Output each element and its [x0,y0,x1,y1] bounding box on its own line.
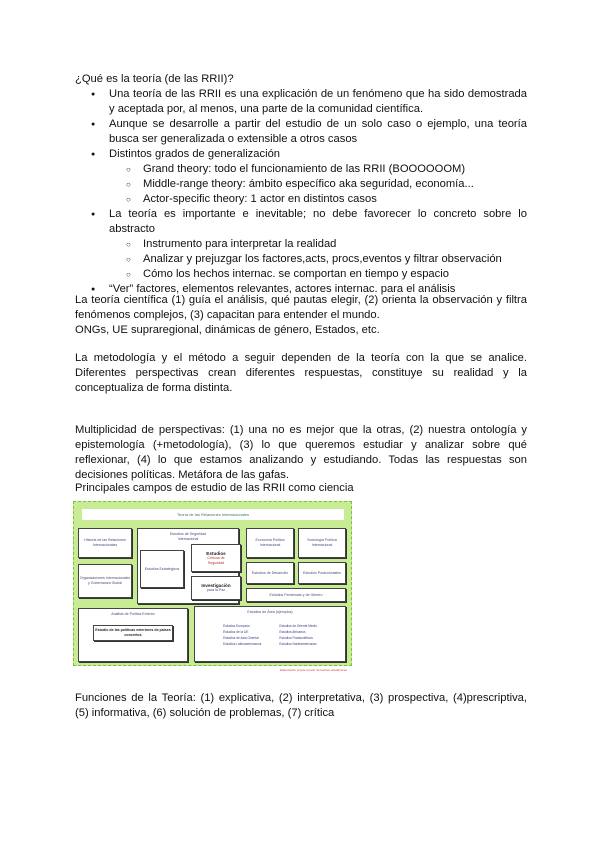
diagram-box-security: Estudios de Seguridad Internacional [137,528,239,604]
sub-bullet-list [109,237,527,282]
paragraph-methodology: La metodología y el método a seguir dependen de la teoría con la que se analice. Diferentes perspectivas crean diferentes respuestas, constituye su realidad y la conceptualiza de forma distinta. [75,352,527,394]
diagram-box-organizations: Organizaciones Internacionales y Gobernanza Global [78,564,132,598]
sub-bullet-item: ○ Grand theory: todo el funcionamiento de las RRII (BOOOOOOM) [109,162,527,177]
figure-caption: Principales campos de estudio de las RRII como ciencia [75,482,354,494]
diagram-box-political-sociology: Sociología Política Internacional [298,528,346,558]
theory-bullet-list [75,87,527,297]
area-item: Estudios de Asia Oriental [223,636,259,640]
diagram-box-foreign-policy-inner: Estudio de las políticas exteriores de países concretos [93,625,173,641]
question-heading: ¿Qué es la teoría (de las RRII)? [75,73,234,85]
bullet-item: ● Una teoría de las RRII es una explicación de un fenómeno que ha sido demostrada y aceptada por, al menos, una parte de la comunidad científica. [75,87,527,117]
sub-bullet-item: ○ Instrumento para interpretar la realidad [109,237,527,252]
diagram-box-development: Estudios de Desarrollo [246,562,294,584]
sub-bullet-item: ○ Middle-range theory: ámbito específico aka seguridad, economía... [109,177,527,192]
diagram-box-political-economy: Economía Política Internacional [246,528,294,558]
sub-bullet-item: ○ Analizar y prejuzgar los factores,acts, procs,eventos y filtrar observación [109,252,527,267]
area-item: Estudios Norteamericanos [279,642,317,646]
paragraph-scientific-theory: La teoría científica (1) guía el análisis, qué pautas elegir, (2) orienta la observación y filtra fenómenos complejos, (3) capacitan para entender el mundo. ONGs, UE supraregional, dinámicas de género, Estados, etc. [75,294,527,336]
sub-bullet-item: ○ Cómo los hechos internac. se comportan en tiempo y espacio [109,267,527,282]
diagram-credit: Elaboración propia a partir de fuentes académicas [280,668,347,672]
diagram-title: Teoría de las Relaciones Internacionales [82,509,344,520]
diagram-box-area-studies: Estudios de Área (ejemplos) Estudios Europeos Estudios de la UE Estudios de Asia Oriental Estudios Latinoamericanos Estudios de Oriente Medio Estudios Africanos Estudios Postsoviéticos Estudios Norteamericanos [194,606,346,662]
diagram-box-critical-security: Estudios Críticos de Seguridad [191,544,241,572]
sub-bullet-item: ○ Actor-specific theory: 1 actor en distintos casos [109,192,527,207]
diagram-box-strategic: Estudios Estratégicos [140,550,184,588]
bullet-item: ● La teoría es importante e inevitable; no debe favorecer lo concreto sobre lo abstracto ○ Instrumento para interpretar la realidad ○ Analizar y prejuzgar los factores,acts, procs,eventos y filtrar observación ○ Cómo los hechos internac. se comportan en tiempo y espacio [75,207,527,282]
area-item: Estudios Latinoamericanos [223,642,262,646]
area-item: Estudios de Oriente Medio [279,624,317,628]
bullet-item: ● Distintos grados de generalización ○ Grand theory: todo el funcionamiento de las RRII (BOOOOOOM) ○ Middle-range theory: ámbito específico aka seguridad, economía... ○ Actor-specific theory: 1 actor en distintos casos [75,147,527,207]
diagram-box-feminist: Estudios Feministas y de Género [246,588,346,602]
area-item: Estudios de la UE [223,630,249,634]
diagram-box-history: Historia de las Relaciones Internacionales [78,528,132,558]
diagram-box-peace-research: Investigación para la Paz [191,576,241,600]
ir-fields-diagram [73,501,352,672]
area-item: Estudios Europeos [223,624,250,628]
paragraph-perspectives: Multiplicidad de perspectivas: (1) una no es mejor que la otras, (2) nuestra ontología y epistemología (+metodología), (3) lo que queremos estudiar y analizar sobre qué reflexionar, (4) lo que estamos analizando y estudiando. Todas las respuestas son decisiones políticas. Metáfora de las gafas. [75,424,527,481]
area-item: Estudios Postsoviéticos [279,636,313,640]
bullet-item: ● “Ver” factores, elementos relevantes, actores internac. para el análisis [75,282,527,297]
diagram-box-foreign-policy: Análisis de Política Exterior Estudio de las políticas exteriores de países concretos [78,608,188,662]
area-studies-list [223,623,317,647]
paragraph-theory-functions: Funciones de la Teoría: (1) explicativa, (2) interpretativa, (3) prospectiva, (4)prescriptiva, (5) informativa, (6) solución de problemas, (7) crítica [75,692,527,719]
bullet-item: ● Aunque se desarrolle a partir del estudio de un solo caso o ejemplo, una teoría busca ser generalizada o extensible a otros casos [75,117,527,147]
area-item: Estudios Africanos [279,630,306,634]
sub-bullet-list [109,162,527,207]
diagram-box-postcolonial: Estudios Postcoloniales [298,562,346,584]
